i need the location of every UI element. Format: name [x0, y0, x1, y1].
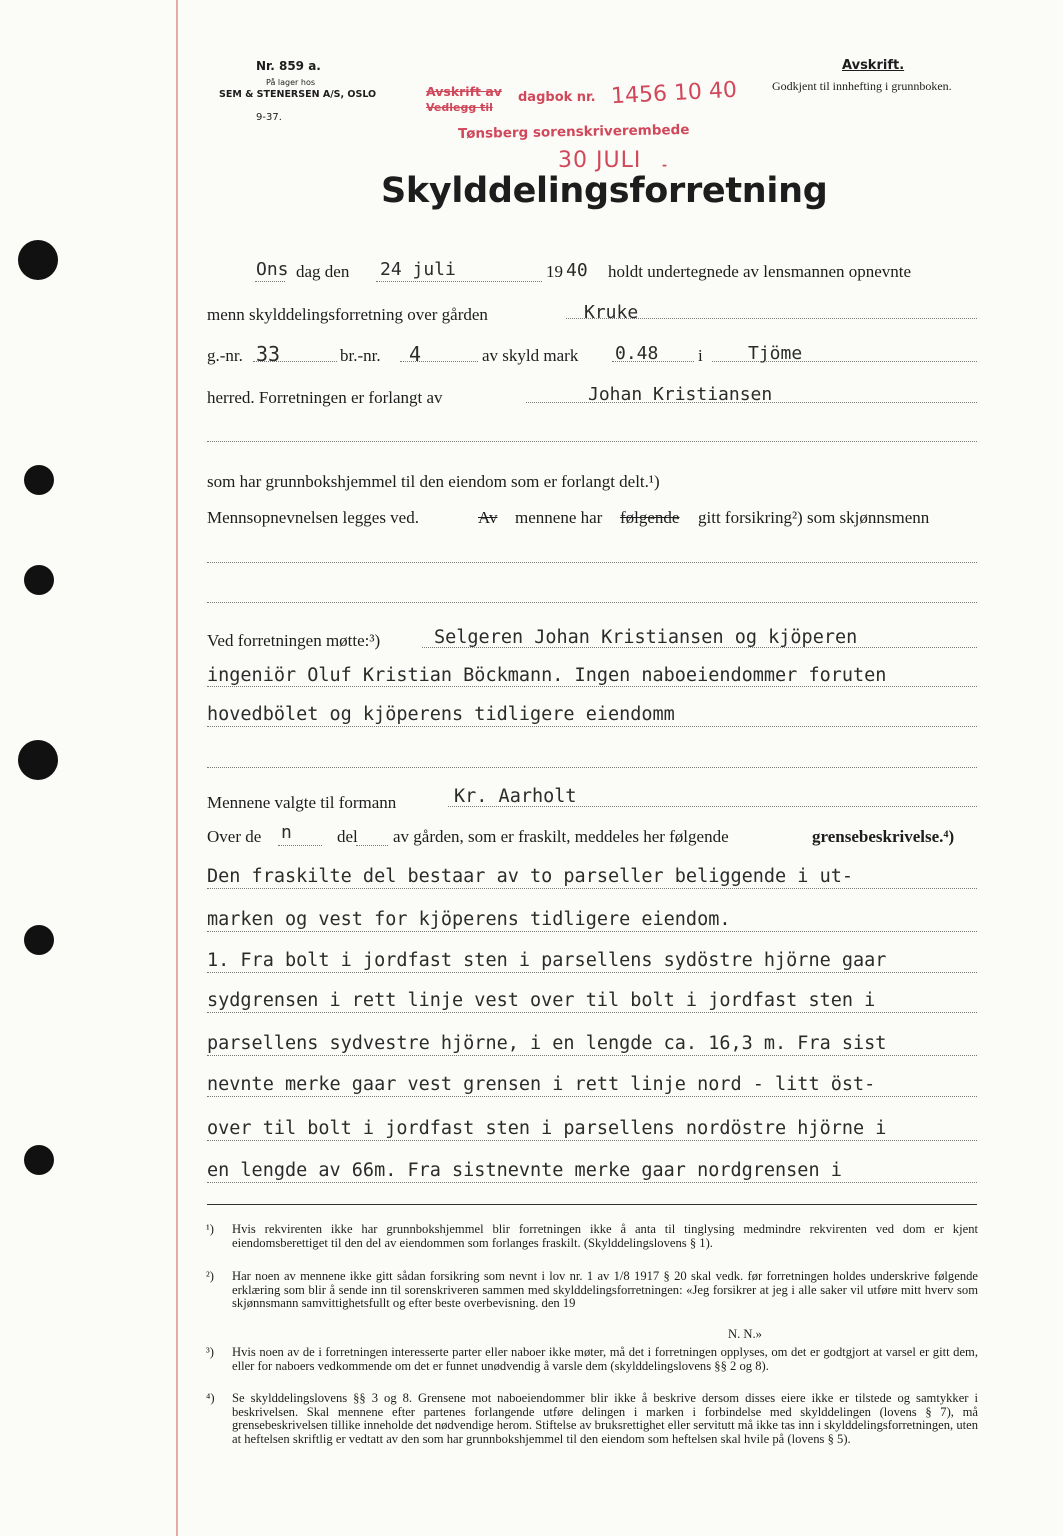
footnote-text: N. N.»	[728, 1327, 762, 1341]
footnote-4	[206, 1392, 978, 1446]
footnote-number: ²)	[206, 1269, 214, 1283]
herred-hand: Tjöme	[748, 343, 803, 364]
i-label: i	[698, 346, 703, 365]
stamp-date-mark: -	[662, 158, 667, 172]
footnote-text: Hvis rekvirenten ikke har grunnbokshjemmel blir forretningen ikke å anta til tinglysing medmindre rekvirenten ved dom er kjent eiendomsberettiget til den del av eiendommen som forlanges fraskilt. (Skylddelingslovens § 1).	[232, 1222, 978, 1250]
fill-line	[207, 888, 977, 889]
year-print: 19	[546, 262, 563, 281]
desc-line: nevnte merke gaar vest grensen i rett linje nord - litt öst-	[207, 1074, 876, 1095]
fill-line	[566, 318, 977, 319]
fill-line	[207, 686, 977, 687]
fill-line	[278, 845, 322, 846]
fill-line	[207, 1012, 977, 1013]
menns-av-struck: Av	[478, 508, 498, 527]
desc-line: parsellens sydvestre hjörne, i en lengde ca. 16,3 m. Fra sist	[207, 1033, 887, 1054]
stamp-vedlegg: Vedlegg til	[426, 101, 493, 114]
menns-folgende-struck: følgende	[620, 508, 680, 527]
fill-line	[253, 361, 337, 362]
mote-line1: Selgeren Johan Kristiansen og kjöperen	[434, 627, 858, 648]
mote-line3: hovedbölet og kjöperens tidligere eiendomm	[207, 704, 675, 725]
fill-line	[526, 402, 977, 403]
fill-line	[356, 845, 388, 846]
punch-hole	[24, 465, 54, 495]
fill-line	[207, 1096, 977, 1097]
stamp-avskrift: Avskrift av	[426, 84, 502, 99]
punch-hole	[24, 565, 54, 595]
stamp-dagbok: dagbok nr.	[518, 90, 596, 105]
fill-line	[422, 647, 977, 648]
desc-line: 1. Fra bolt i jordfast sten i parsellens sydöstre hjörne gaar	[207, 950, 887, 971]
herred-text: herred. Forretningen er forlangt av	[207, 388, 443, 407]
punch-hole	[18, 740, 58, 780]
stamp-office: Tønsberg sorenskriverembede	[457, 121, 690, 143]
bnr-label: br.-nr.	[340, 346, 381, 365]
blank-line	[207, 562, 977, 563]
over-text-c: av gården, som er fraskilt, meddeles her følgende	[393, 827, 729, 846]
blank-line	[207, 767, 977, 768]
date-hand: 24 juli	[380, 259, 456, 280]
blank-line	[207, 441, 977, 442]
grense-label: grensebeskrivelse.⁴)	[812, 827, 955, 846]
fill-line	[207, 1055, 977, 1056]
avskrift-label: Avskrift.	[842, 58, 905, 73]
menns-text-c: gitt forsikring²) som skjønnsmenn	[698, 508, 930, 527]
fill-line	[448, 806, 977, 807]
fill-line	[207, 1182, 977, 1183]
desc-line: sydgrensen i rett linje vest over til bolt i jordfast sten i	[207, 990, 876, 1011]
stamp-dagbok-number: 1456 10 40	[610, 77, 738, 110]
dag-den-label: dag den	[296, 262, 350, 281]
over-hand: n	[281, 822, 292, 843]
footnote-2	[206, 1270, 978, 1311]
desc-line: marken og vest for kjöperens tidligere eiendom.	[207, 909, 731, 930]
over-text-b: del	[337, 827, 358, 846]
requester-hand: Johan Kristiansen	[588, 384, 773, 405]
fill-line	[400, 361, 478, 362]
margin-line	[176, 0, 178, 1536]
footnote-2-signature	[728, 1328, 828, 1342]
fill-line	[255, 281, 285, 282]
grunnbok-text: som har grunnbokshjemmel til den eiendom som er forlangt delt.¹)	[207, 472, 660, 491]
gnr-label: g.-nr.	[207, 346, 243, 365]
skyld-label: av skyld mark	[482, 346, 579, 365]
punch-hole	[24, 1145, 54, 1175]
fill-line	[207, 1140, 977, 1141]
fill-line	[207, 726, 977, 727]
godkjent-note: Godkjent til innhefting i grunnboken.	[772, 79, 952, 93]
desc-line: over til bolt i jordfast sten i parsellens nordöstre hjörne i	[207, 1118, 887, 1139]
weekday-hand: Ons	[256, 259, 289, 280]
desc-line: Den fraskilte del bestaar av to parseller beliggende i ut-	[207, 866, 854, 887]
fill-line	[712, 361, 977, 362]
stamp-date: 30 JULI	[558, 148, 642, 173]
bnr-hand: 4	[409, 342, 422, 366]
fill-line	[612, 361, 694, 362]
footnote-text: Har noen av mennene ikke gitt sådan forsikring som nevnt i lov nr. 1 av 1/8 1917 § 20 skal vedk. før forretningen holdes underskrive følgende erklæring som blir å sende inn til sorenskriveren sammen med skylddelingsforretningen: «Jeg forsikrer at jeg i alle saker vil utføre mitt hverv som skjønnsmann samvittighetsfullt og efter beste overbevisning. den 19	[232, 1269, 978, 1311]
year-hand: 40	[566, 260, 588, 281]
formann-hand: Kr. Aarholt	[454, 786, 577, 807]
desc-line: en lengde av 66m. Fra sistnevnte merke gaar nordgrensen i	[207, 1160, 842, 1181]
punch-hole	[18, 240, 58, 280]
footnote-3	[206, 1346, 978, 1373]
footnote-1	[206, 1223, 978, 1250]
footnote-divider	[207, 1204, 977, 1205]
fill-line	[207, 931, 977, 932]
menn-text: menn skylddelingsforretning over gården	[207, 305, 488, 324]
skyld-hand: 0.48	[615, 343, 659, 364]
over-text-a: Over de	[207, 827, 262, 846]
fill-line	[376, 281, 542, 282]
gnr-hand: 33	[256, 342, 281, 366]
footnote-text: Hvis noen av de i forretningen interesserte parter eller naboer ikke møter, må det i forretningen opplyses, om det er godtgjort at varsel er gitt dem, eller for naboers vedkommende om det er funnet unødvendig å varsle dem (skylddelingslovens §§ 2 og 8).	[232, 1345, 978, 1373]
publisher-date: 9-37.	[256, 112, 282, 123]
footnote-number: ⁴)	[206, 1391, 215, 1405]
mote-line2: ingeniör Oluf Kristian Böckmann. Ingen naboeiendommer foruten	[207, 665, 887, 686]
punch-hole	[24, 925, 54, 955]
publisher-line2: SEM & STENERSEN A/S, OSLO	[219, 89, 377, 100]
farm-hand: Kruke	[584, 302, 639, 323]
holdt-text: holdt undertegnede av lensmannen opnevnte	[608, 262, 912, 281]
publisher-line1: På lager hos	[266, 78, 315, 87]
fill-line	[207, 972, 977, 973]
footnote-number: ¹)	[206, 1222, 214, 1236]
blank-line	[207, 602, 977, 603]
page-title: Skylddelingsforretning	[381, 171, 828, 211]
formann-label: Mennene valgte til formann	[207, 793, 397, 812]
footnote-number: ³)	[206, 1345, 214, 1359]
form-number: Nr. 859 a.	[256, 59, 321, 73]
menns-text-a: Mennsopnevnelsen legges ved.	[207, 508, 419, 527]
footnote-text: Se skylddelingslovens §§ 3 og 8. Grensene mot naboeiendommer blir ikke å beskrive dersom disses eiere ikke er tilstede og samtykker i beskrivelsen. Skal mennene efter partenes forlangende utføre delingen i marken i forbindelse med skylddelingen (lovens § 7), må grensebeskrivelsen tillike inneholde det nødvendige herom. Stiftelse av bruksrettighet eller servitutt må ikke tas inn i skylddelingsforretningen, uten at heftelsen skriftlig er vedtatt av den som har grunnbokshjemmel til den eiendom som heftelsen skal hvile på (lovens § 5).	[232, 1391, 978, 1446]
menns-text-b: mennene har	[515, 508, 603, 527]
mote-label: Ved forretningen møtte:³)	[207, 631, 381, 650]
